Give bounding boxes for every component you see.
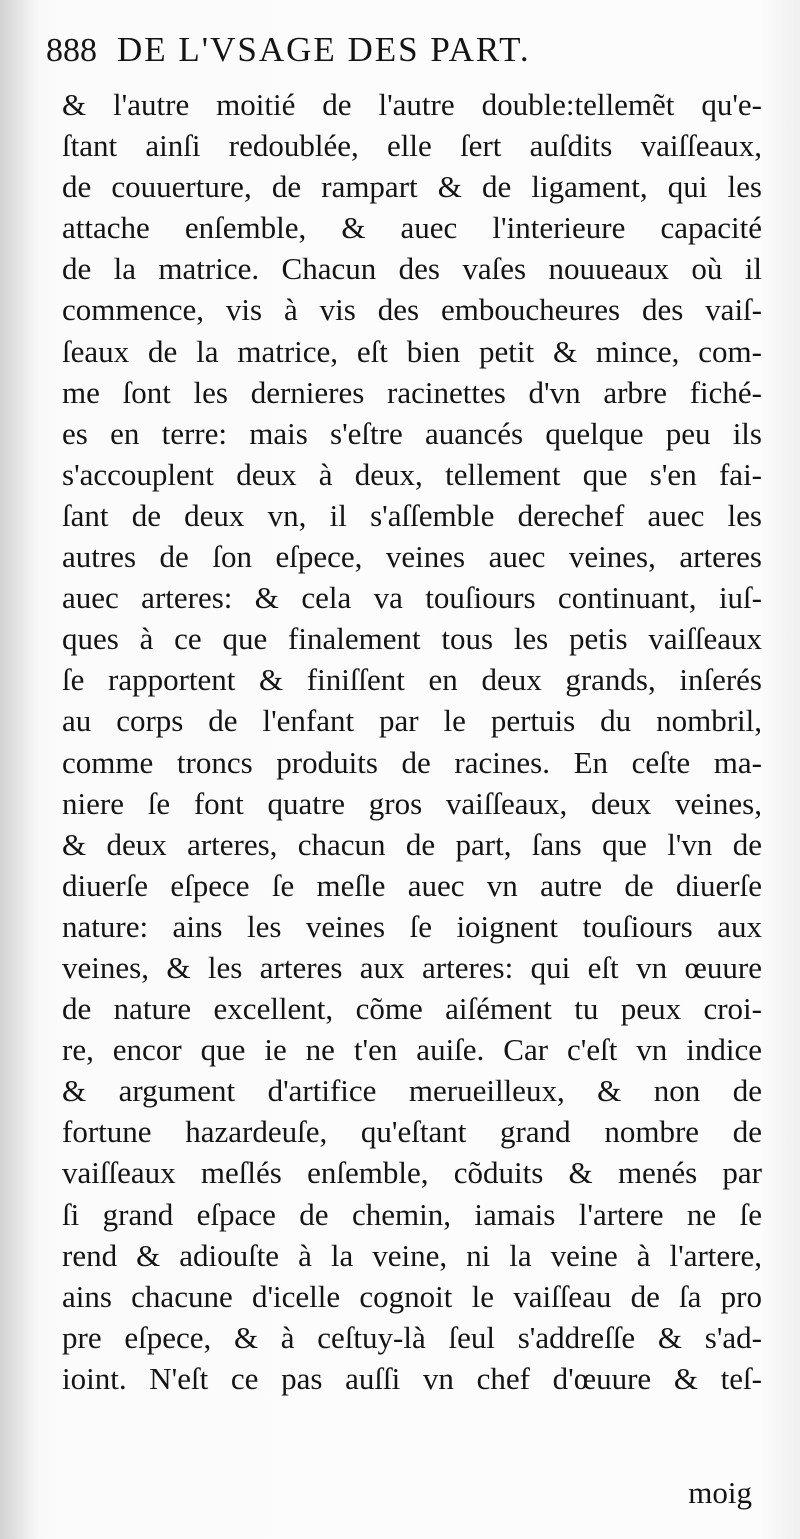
- text-line: ains chacune d'icelle cognoit le vaiſſeau de ſa pro: [62, 1278, 762, 1314]
- text-line: ſi grand eſpace de chemin, iamais l'artere ne ſe: [62, 1196, 762, 1232]
- text-line: au corps de l'enfant par le pertuis du nombril,: [62, 703, 762, 739]
- text-line: es en terre: mais s'eſtre auancés quelque peu ils: [62, 415, 762, 451]
- text-line: pre eſpece, & à ceſtuy-là ſeul s'addreſſe & s'ad-: [62, 1319, 762, 1355]
- text-line: comme troncs produits de racines. En ceſte ma-: [62, 744, 762, 780]
- text-line: autres de ſon eſpece, veines auec veines, arteres: [62, 539, 762, 575]
- text-line: s'accouplent deux à deux, tellement que s'en fai-: [62, 456, 762, 492]
- catchword: moig: [688, 1475, 752, 1510]
- text-line: & l'autre moitié de l'autre double:tellemẽt qu'e-: [62, 87, 762, 122]
- text-line: veines, & les arteres aux arteres: qui eſt vn œuure: [62, 949, 762, 985]
- text-line: attache enſemble, & auec l'interieure capacité: [62, 210, 762, 246]
- text-line: ſeaux de la matrice, eſt bien petit & mince, com-: [62, 333, 762, 369]
- text-line: fortune hazardeuſe, qu'eſtant grand nombre de: [62, 1114, 762, 1150]
- text-line: commence, vis à vis des emboucheures des vaiſ-: [62, 292, 762, 328]
- text-line: & argument d'artifice merueilleux, & non de: [62, 1073, 762, 1109]
- text-line: ſtant ainſi redoublée, elle ſert auſdits vaiſſeaux,: [62, 128, 762, 164]
- text-line: niere ſe font quatre gros vaiſſeaux, deux veines,: [62, 785, 762, 821]
- text-line: de couuerture, de rampart & de ligament, qui les: [62, 169, 762, 205]
- text-line: me ſont les dernieres racinettes d'vn arbre fiché-: [62, 374, 762, 410]
- body-text: [62, 84, 762, 1399]
- text-line: ioint. N'eſt ce pas auſſi vn chef d'œuure & teſ-: [62, 1360, 762, 1396]
- text-line: de la matrice. Chacun des vaſes nouueaux où il: [62, 251, 762, 287]
- page-number: 888: [46, 32, 97, 69]
- text-line: rend & adiouſte à la veine, ni la veine à l'artere,: [62, 1237, 762, 1273]
- text-line: de nature excellent, cõme aiſément tu peux croi-: [62, 991, 762, 1027]
- text-line: vaiſſeaux meſlés enſemble, cõduits & menés par: [62, 1155, 762, 1191]
- text-line: nature: ains les veines ſe ioignent touſiours aux: [62, 908, 762, 944]
- text-line: re, encor que ie ne t'en auiſe. Car c'eſt vn indice: [62, 1032, 762, 1068]
- gutter-shadow: [0, 0, 40, 1539]
- text-line: diuerſe eſpece ſe meſle auec vn autre de diuerſe: [62, 867, 762, 903]
- text-line: & deux arteres, chacun de part, ſans que l'vn de: [62, 826, 762, 862]
- text-line: ſant de deux vn, il s'aſſemble derechef auec les: [62, 497, 762, 533]
- text-line: ques à ce que finalement tous les petis vaiſſeaux: [62, 621, 762, 657]
- page-header: [46, 30, 776, 78]
- text-line: auec arteres: & cela va touſiours continuant, iuſ-: [62, 580, 762, 616]
- running-title: DE L'VSAGE DES PART.: [117, 30, 531, 69]
- text-line: ſe rapportent & finiſſent en deux grands, inſerés: [62, 662, 762, 698]
